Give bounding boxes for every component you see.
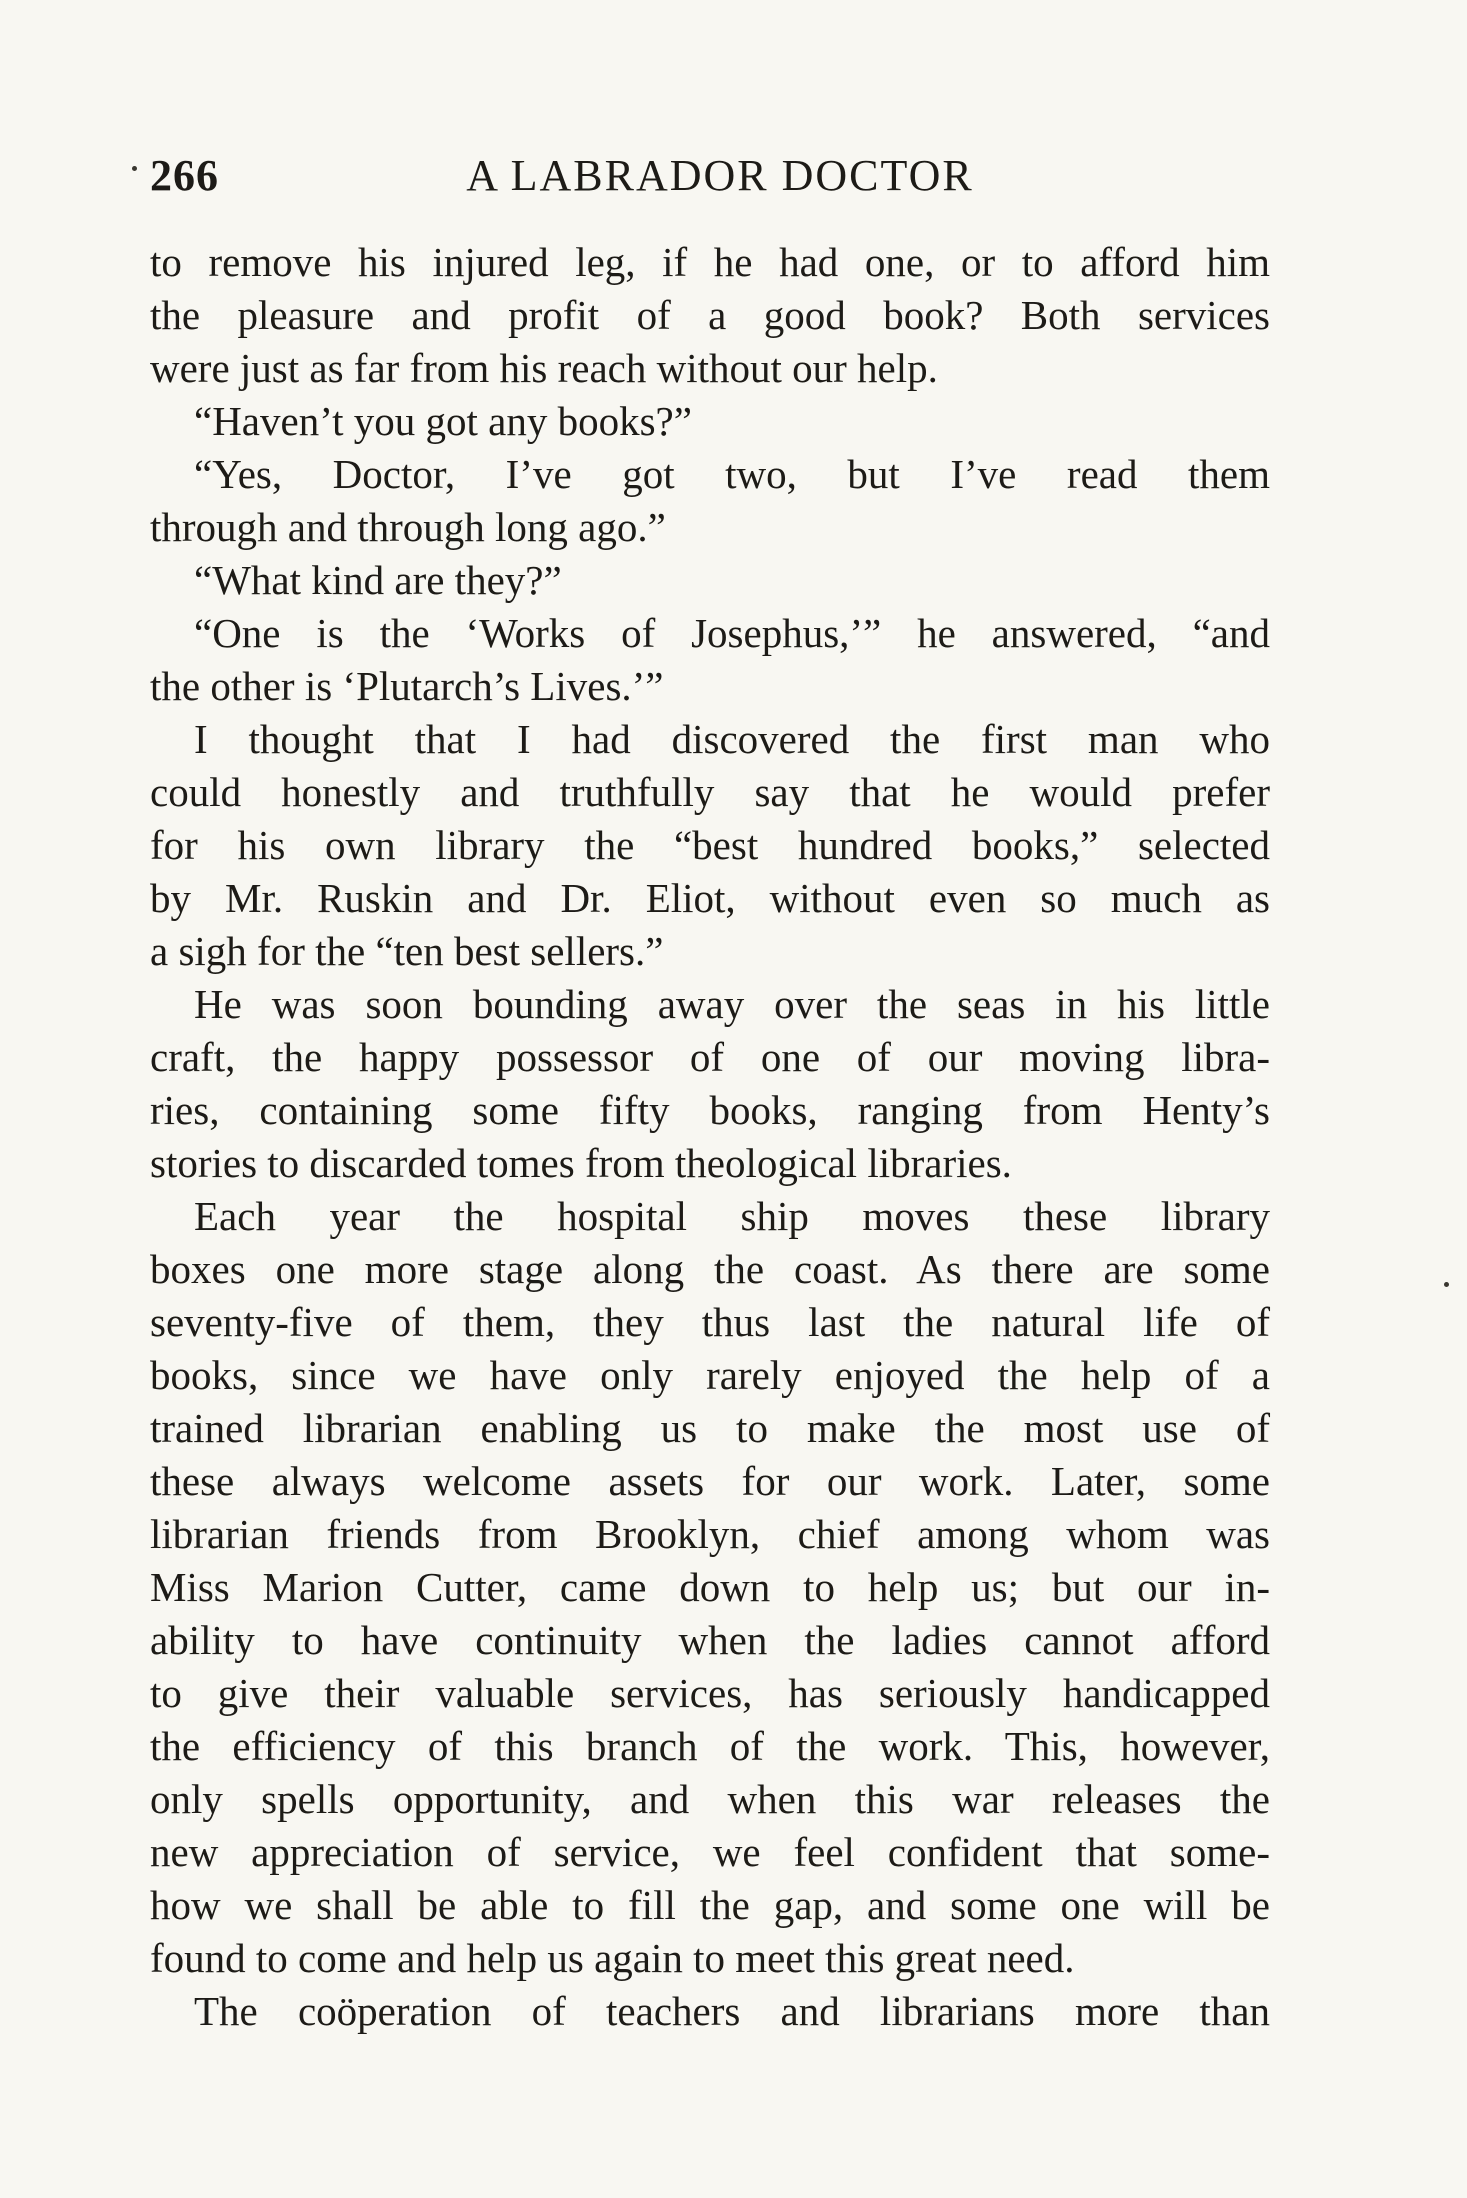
speck-mark [1444,1282,1449,1287]
text-line: were just as far from his reach without our help. [150,345,938,391]
text-line: boxes one more stage along the coast. As there are some [150,1246,1270,1292]
text-line: new appreciation of service, we feel confident that some- [150,1829,1270,1875]
text-line: these always welcome assets for our work. Later, some [150,1458,1270,1504]
text-line: the other is ‘Plutarch’s Lives.’” [150,663,664,709]
text-line: how we shall be able to fill the gap, and some one will be [150,1882,1270,1928]
text-line: librarian friends from Brooklyn, chief among whom was [150,1511,1270,1557]
text-line: the efficiency of this branch of the work. This, however, [150,1723,1270,1769]
body-text [150,236,1270,2038]
text-line: the pleasure and profit of a good book? Both services [150,292,1270,338]
text-line: could honestly and truthfully say that he would prefer [150,769,1270,815]
running-head [150,150,1270,210]
speck-mark [132,166,137,171]
text-line: by Mr. Ruskin and Dr. Eliot, without even so much as [150,875,1270,921]
text-line: “One is the ‘Works of Josephus,’” he answered, “and [194,610,1270,656]
text-line: ability to have continuity when the ladies cannot afford [150,1617,1270,1663]
text-line: ries, containing some fifty books, ranging from Henty’s [150,1087,1270,1133]
text-line: to give their valuable services, has seriously handicapped [150,1670,1270,1716]
text-line: trained librarian enabling us to make the most use of [150,1405,1270,1451]
running-title: A LABRADOR DOCTOR [466,151,974,200]
text-line: stories to discarded tomes from theological libraries. [150,1140,1012,1186]
text-line: found to come and help us again to meet this great need. [150,1935,1075,1981]
text-line: through and through long ago.” [150,504,666,550]
text-line: The coöperation of teachers and librarians more than [194,1988,1270,2034]
text-line: books, since we have only rarely enjoyed the help of a [150,1352,1270,1398]
text-line: Miss Marion Cutter, came down to help us; but our in- [150,1564,1270,1610]
text-line: seventy-five of them, they thus last the natural life of [150,1299,1270,1345]
text-line: to remove his injured leg, if he had one, or to afford him [150,239,1270,285]
text-line: craft, the happy possessor of one of our moving libra- [150,1034,1270,1080]
text-line: He was soon bounding away over the seas in his little [194,981,1270,1027]
text-line: for his own library the “best hundred books,” selected [150,822,1270,868]
text-line: “Yes, Doctor, I’ve got two, but I’ve read them [194,451,1270,497]
text-line: Each year the hospital ship moves these library [194,1193,1270,1239]
text-line: a sigh for the “ten best sellers.” [150,928,664,974]
page-number: 266 [150,151,219,200]
text-line: I thought that I had discovered the first man who [194,716,1270,762]
text-line: only spells opportunity, and when this war releases the [150,1776,1270,1822]
text-line: “What kind are they?” [194,557,562,603]
text-line: “Haven’t you got any books?” [194,398,692,444]
